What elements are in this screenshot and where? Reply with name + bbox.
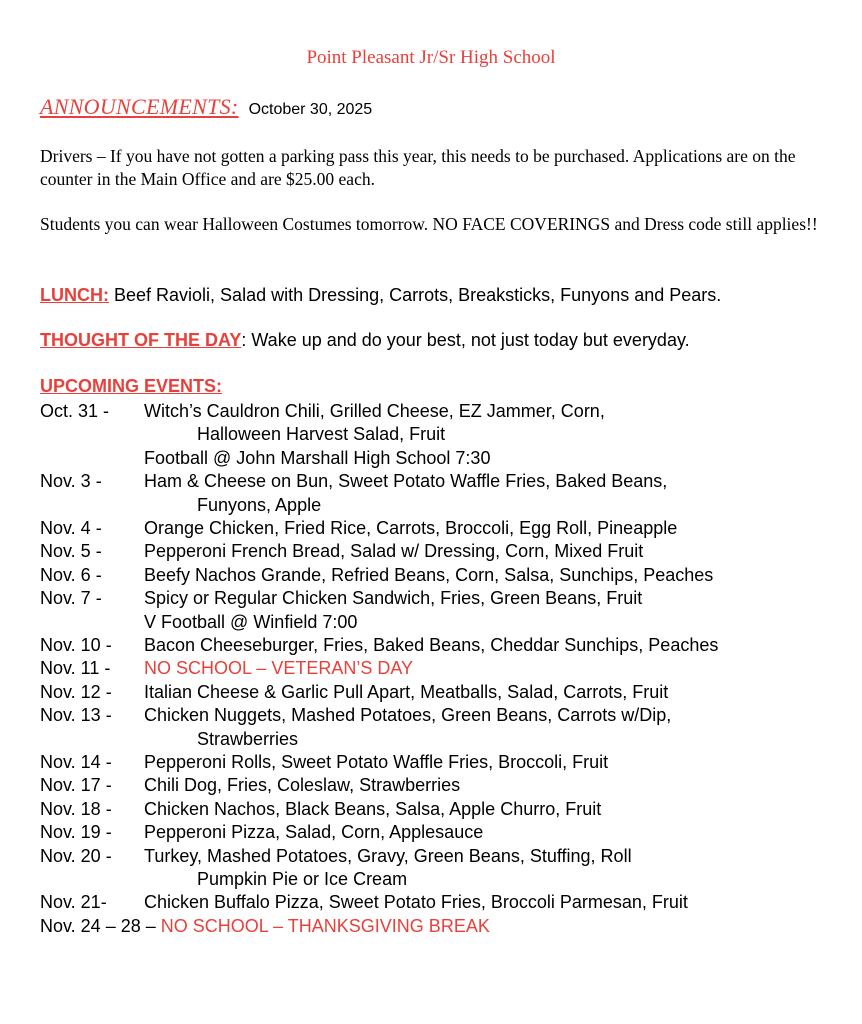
upcoming-events-heading — [40, 375, 222, 398]
event-date: Nov. 20 - — [40, 845, 112, 866]
parking-pass-paragraph: Drivers – If you have not gotten a parking pass this year, this needs to be purchased. Applications are on the counter in the Main Office and are $25.00 each. — [40, 146, 796, 189]
event-date: Nov. 11 - — [40, 658, 111, 679]
event-desc-continued: Pumpkin Pie or Ice Cream — [197, 868, 408, 889]
event-desc: Orange Chicken, Fried Rice, Carrots, Broccoli, Egg Roll, Pineapple — [144, 518, 678, 538]
event-date: Nov. 7 - — [40, 588, 102, 609]
school-title: Point Pleasant Jr/Sr High School — [306, 47, 556, 68]
event-date: Nov. 18 - — [40, 798, 112, 819]
event-date: Nov. 6 - — [40, 564, 102, 585]
thought-colon: : — [241, 330, 247, 350]
event-desc: Italian Cheese & Garlic Pull Apart, Meatballs, Salad, Carrots, Fruit — [144, 681, 669, 702]
event-desc: Pepperoni Rolls, Sweet Potato Waffle Fries, Broccoli, Fruit — [144, 752, 609, 772]
event-desc: Chicken Nuggets, Mashed Potatoes, Green Beans, Carrots w/Dip, — [144, 705, 672, 726]
event-row-final — [40, 915, 490, 938]
event-date: Nov. 14 - — [40, 752, 112, 772]
event-desc: NO SCHOOL – VETERAN’S DAY — [144, 658, 414, 679]
event-desc-continued: Funyons, Apple — [197, 494, 322, 515]
halloween-paragraph: Students you can wear Halloween Costumes tomorrow. NO FACE COVERINGS and Dress code still applies!! — [40, 214, 818, 234]
thought-text: Wake up and do your best, not just today but everyday. — [246, 330, 690, 350]
event-date: Nov. 17 - — [40, 775, 112, 796]
event-date: Nov. 10 - — [40, 635, 112, 655]
event-desc: Chicken Nachos, Black Beans, Salsa, Apple Churro, Fruit — [144, 798, 602, 819]
event-desc: Spicy or Regular Chicken Sandwich, Fries, Green Beans, Fruit — [144, 588, 643, 609]
event-date: Nov. 21- — [40, 892, 107, 913]
event-date: Oct. 31 - — [40, 401, 110, 421]
event-desc: Ham & Cheese on Bun, Sweet Potato Waffle Fries, Baked Beans, — [144, 471, 668, 492]
event-date: Nov. 5 - — [40, 541, 102, 562]
event-desc: Pepperoni French Bread, Salad w/ Dressing, Corn, Mixed Fruit — [144, 541, 644, 562]
event-desc-continued: Halloween Harvest Salad, Fruit — [197, 424, 446, 445]
event-desc: Chicken Buffalo Pizza, Sweet Potato Fries, Broccoli Parmesan, Fruit — [144, 892, 688, 913]
final-event-date: Nov. 24 – 28 – — [40, 915, 161, 936]
lunch-label: LUNCH: — [40, 285, 109, 305]
event-date: Nov. 19 - — [40, 822, 112, 843]
event-desc: Turkey, Mashed Potatoes, Gravy, Green Beans, Stuffing, Roll — [144, 845, 632, 866]
event-desc: Chili Dog, Fries, Coleslaw, Strawberries — [144, 775, 461, 796]
event-desc: Beefy Nachos Grande, Refried Beans, Corn, Salsa, Sunchips, Peaches — [144, 564, 714, 585]
event-desc: V Football @ Winfield 7:00 — [144, 611, 358, 632]
event-desc: Bacon Cheeseburger, Fries, Baked Beans, Cheddar Sunchips, Peaches — [144, 635, 719, 655]
event-date: Nov. 4 - — [40, 518, 102, 538]
lunch-text: Beef Ravioli, Salad with Dressing, Carrots, Breaksticks, Funyons and Pears. — [109, 285, 722, 305]
announcements-date: October 30, 2025 — [248, 101, 373, 118]
lunch-line — [40, 284, 721, 307]
event-desc: Pepperoni Pizza, Salad, Corn, Applesauce — [144, 822, 484, 843]
event-desc: Witch’s Cauldron Chili, Grilled Cheese, EZ Jammer, Corn, — [144, 401, 605, 421]
event-desc-continued: Strawberries — [197, 728, 299, 749]
event-date: Nov. 13 - — [40, 705, 112, 726]
event-date: Nov. 3 - — [40, 471, 102, 492]
final-event-desc: NO SCHOOL – THANKSGIVING BREAK — [160, 915, 490, 936]
event-date: Nov. 12 - — [40, 681, 112, 702]
upcoming-events-label: UPCOMING EVENTS: — [40, 376, 223, 396]
event-desc: Football @ John Marshall High School 7:30 — [144, 447, 491, 468]
thought-label: THOUGHT OF THE DAY — [40, 330, 242, 350]
announcements-heading: ANNOUNCEMENTS: — [40, 94, 239, 119]
announcements-header — [40, 94, 372, 120]
thought-line — [40, 329, 690, 352]
